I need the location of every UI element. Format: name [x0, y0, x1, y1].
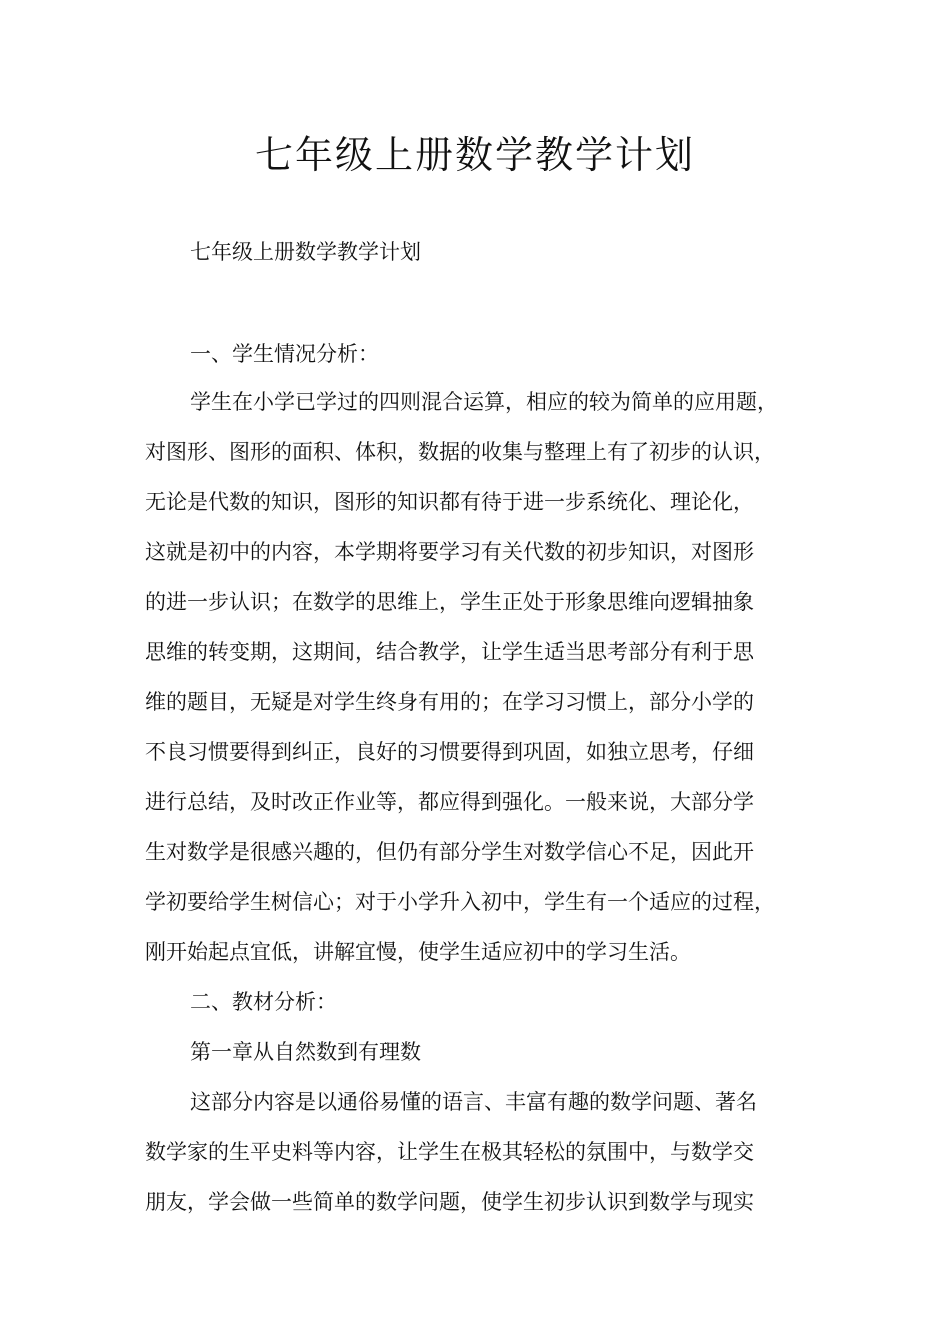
- document-subtitle: 七年级上册数学教学计划: [190, 240, 421, 264]
- paragraph-line: 刚开始起点宜低，讲解宜慢，使学生适应初中的学习生活。: [145, 940, 691, 964]
- paragraph-line: 对图形、图形的面积、体积，数据的收集与整理上有了初步的认识，: [145, 440, 775, 464]
- section-heading-student-analysis: 一、学生情况分析：: [190, 342, 379, 366]
- paragraph-line: 进行总结，及时改正作业等，都应得到强化。一般来说，大部分学: [145, 790, 754, 814]
- paragraph-line: 朋友，学会做一些简单的数学问题，使学生初步认识到数学与现实: [145, 1190, 754, 1214]
- paragraph-line: 数学家的生平史料等内容，让学生在极其轻松的氛围中，与数学交: [145, 1140, 754, 1164]
- paragraph-line: 无论是代数的知识，图形的知识都有待于进一步系统化、理论化，: [145, 490, 754, 514]
- paragraph-line: 学生在小学已学过的四则混合运算，相应的较为简单的应用题，: [190, 390, 778, 414]
- paragraph-line: 这就是初中的内容，本学期将要学习有关代数的初步知识，对图形: [145, 540, 754, 564]
- paragraph-line: 维的题目，无疑是对学生终身有用的；在学习习惯上，部分小学的: [145, 690, 754, 714]
- paragraph-line: 生对数学是很感兴趣的，但仍有部分学生对数学信心不足，因此开: [145, 840, 754, 864]
- paragraph-line: 学初要给学生树信心；对于小学升入初中，学生有一个适应的过程，: [145, 890, 775, 914]
- section-heading-textbook-analysis: 二、教材分析：: [190, 990, 337, 1014]
- chapter-heading: 第一章从自然数到有理数: [190, 1040, 421, 1064]
- paragraph-line: 不良习惯要得到纠正，良好的习惯要得到巩固，如独立思考，仔细: [145, 740, 754, 764]
- document-title: 七年级上册数学教学计划: [254, 133, 695, 177]
- paragraph-line: 的进一步认识；在数学的思维上，学生正处于形象思维向逻辑抽象: [145, 590, 754, 614]
- paragraph-line: 思维的转变期，这期间，结合教学，让学生适当思考部分有利于思: [145, 640, 754, 664]
- paragraph-line: 这部分内容是以通俗易懂的语言、丰富有趣的数学问题、著名: [190, 1090, 757, 1114]
